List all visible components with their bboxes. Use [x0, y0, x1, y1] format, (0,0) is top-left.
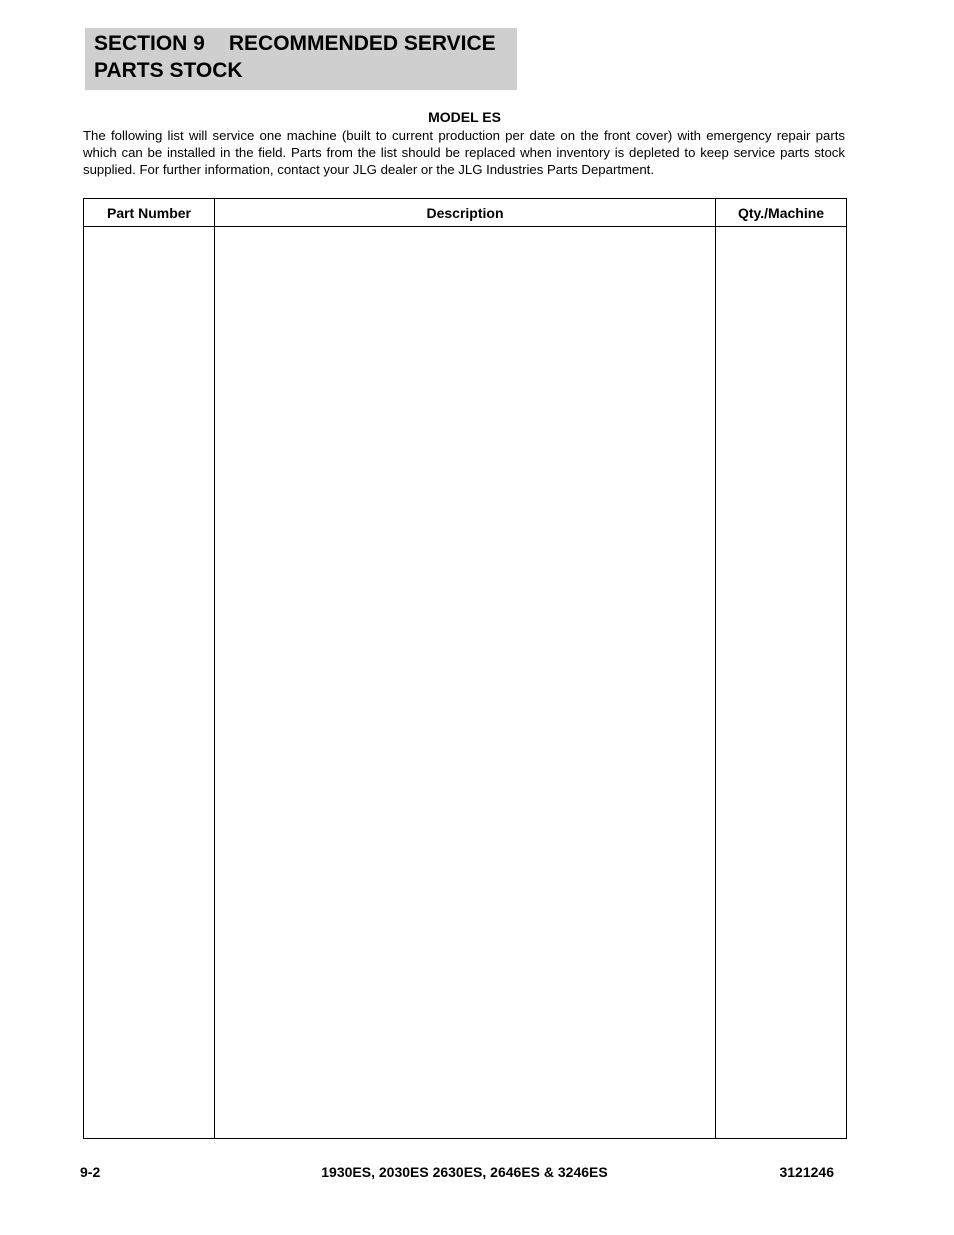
parts-table [83, 198, 847, 1139]
column-header-qty: Qty./Machine [716, 199, 847, 227]
section-number: SECTION 9 [94, 32, 205, 55]
footer-doc-number: 3121246 [779, 1164, 834, 1180]
section-title-line-1 [94, 30, 509, 57]
part-number-cell [84, 227, 215, 1139]
table-row [84, 227, 847, 1139]
qty-cell [716, 227, 847, 1139]
intro-paragraph: The following list will service one machine (built to current production per date on the front cover) with emergency repair parts which can be installed in the field. Parts from the list should be replaced when inventory is depleted to keep service parts stock supplied. For further information, contact your JLG dealer or the JLG Industries Parts Department. [83, 128, 845, 177]
table-header-row [84, 199, 847, 227]
model-title: MODEL ES [428, 109, 501, 125]
column-header-description: Description [215, 199, 716, 227]
section-title: RECOMMENDED SERVICE [228, 32, 496, 55]
section-header [85, 28, 517, 90]
footer-models: 1930ES, 2030ES 2630ES, 2646ES & 3246ES [321, 1164, 608, 1180]
column-header-part-number: Part Number [84, 199, 215, 227]
description-cell [215, 227, 716, 1139]
section-title-line-2: PARTS STOCK [94, 59, 243, 82]
footer-page-number: 9-2 [80, 1164, 101, 1180]
